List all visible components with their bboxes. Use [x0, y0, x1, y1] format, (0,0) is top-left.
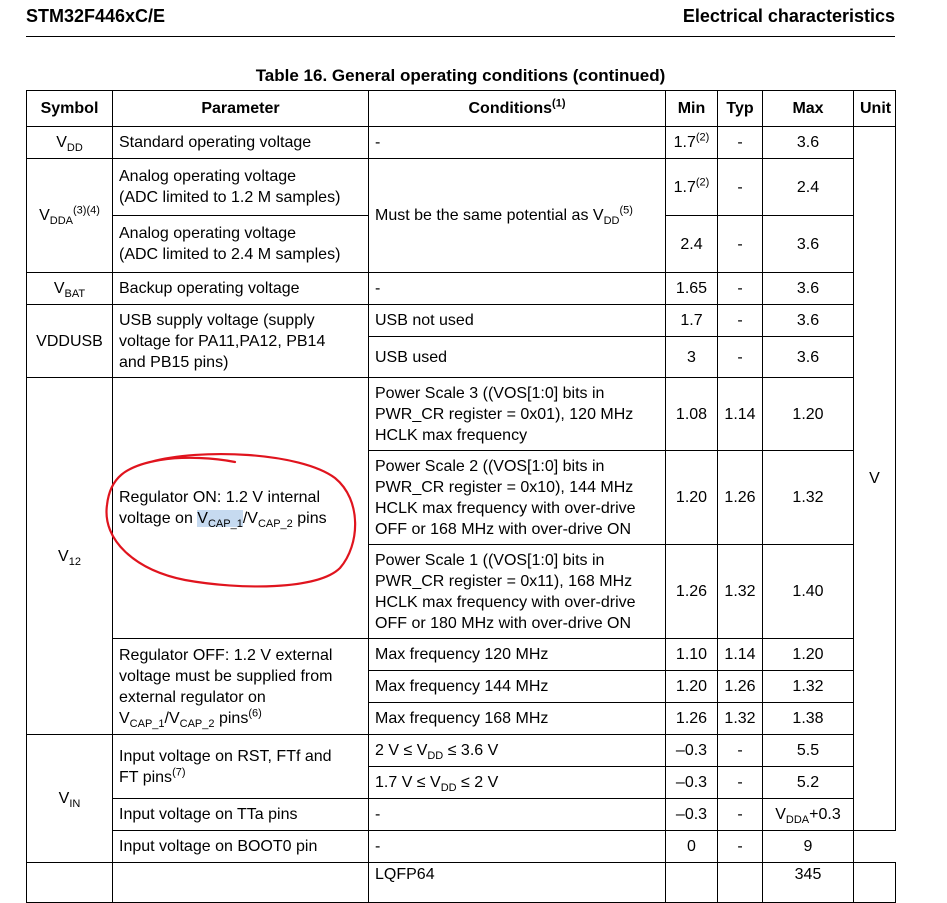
conditions-cell: Max frequency 120 MHz — [369, 639, 666, 671]
max-cell: $V_{DDA}+0.3$ — [763, 799, 854, 831]
parameter-cell: USB supply voltage (supply voltage for PA11,PA12, PB14 and PB15 pins) — [113, 305, 369, 378]
min-cell: 1.65 — [666, 273, 718, 305]
table-row — [27, 639, 896, 671]
min-cell: 1.10 — [666, 639, 718, 671]
parameter-cell: Analog operating voltage (ADC limited to 1.2 M samples) — [113, 159, 369, 216]
conditions-cell: USB not used — [369, 305, 666, 337]
conditions-cell: - — [369, 127, 666, 159]
document-part-number: STM32F446xC/E — [26, 6, 166, 26]
table-caption: Table 16. General operating conditions (continued) — [255, 66, 666, 85]
symbol-cell: $V_{BAT}$ — [27, 273, 113, 305]
col-max: Max — [763, 91, 854, 127]
min-cell: 1.7 — [666, 305, 718, 337]
conditions-cell: Max frequency 168 MHz — [369, 703, 666, 735]
section-title: Electrical characteristics — [682, 6, 895, 26]
min-cell: –0.3 — [666, 735, 718, 767]
parameter-cell: Standard operating voltage — [113, 127, 369, 159]
symbol-cell: $V_{DD}$ — [27, 127, 113, 159]
conditions-cell: 2 $V \le V_{DD} \le 3.6$ V — [369, 735, 666, 767]
typ-cell: - — [718, 305, 763, 337]
max-cell: 1.20 — [763, 378, 854, 451]
unit-cell: V — [854, 127, 896, 831]
conditions-cell: - — [369, 273, 666, 305]
typ-cell: - — [718, 767, 763, 799]
symbol-cell: VDDUSB — [27, 305, 113, 378]
max-cell: 1.20 — [763, 639, 854, 671]
table-row — [27, 273, 896, 305]
typ-cell: - — [718, 216, 763, 273]
min-cell: 1.26 — [666, 545, 718, 639]
typ-cell: - — [718, 127, 763, 159]
unit-cell — [854, 863, 896, 903]
symbol-cell: $V_{DDA}^{(3)(4)}$ — [27, 159, 113, 273]
conditions-cell: Power Scale 3 ((VOS[1:0] bits in PWR_CR register = 0x01), 120 MHz HCLK max frequency — [369, 378, 666, 451]
max-cell: 3.6 — [763, 127, 854, 159]
conditions-cell: Max frequency 144 MHz — [369, 671, 666, 703]
operating-conditions-table — [26, 90, 896, 903]
min-cell: 1.7$^{(2)}$ — [666, 159, 718, 216]
table-header-row — [27, 91, 896, 127]
col-typ: Typ — [718, 91, 763, 127]
min-cell: 0 — [666, 831, 718, 863]
parameter-cell: Input voltage on RST, FTf and FT pins$^{(7)}$ — [113, 735, 369, 799]
typ-cell: - — [718, 159, 763, 216]
max-cell: 3.6 — [763, 273, 854, 305]
conditions-cell: Power Scale 1 ((VOS[1:0] bits in PWR_CR register = 0x11), 168 MHz HCLK max frequency with over-drive OFF or 180 MHz with over-drive ON — [369, 545, 666, 639]
parameter-cell — [113, 863, 369, 903]
parameter-cell: Backup operating voltage — [113, 273, 369, 305]
table-row — [27, 863, 896, 903]
typ-cell — [718, 863, 763, 903]
table-row — [27, 159, 896, 216]
parameter-cell: Regulator ON: 1.2 V internal voltage on $V_{CAP\_1}/V_{CAP\_2}$ pins — [113, 378, 369, 639]
conditions-cell: - — [369, 831, 666, 863]
conditions-cell: 1.7 $V \le V_{DD} \le 2$ V — [369, 767, 666, 799]
typ-cell: - — [718, 735, 763, 767]
min-cell: 1.20 — [666, 451, 718, 545]
parameter-cell: Analog operating voltage (ADC limited to 2.4 M samples) — [113, 216, 369, 273]
min-cell: 1.20 — [666, 671, 718, 703]
max-cell: 3.6 — [763, 305, 854, 337]
max-cell: 1.40 — [763, 545, 854, 639]
min-cell: 1.26 — [666, 703, 718, 735]
typ-cell: 1.14 — [718, 639, 763, 671]
max-cell: 1.32 — [763, 671, 854, 703]
typ-cell: - — [718, 273, 763, 305]
max-cell: 5.2 — [763, 767, 854, 799]
conditions-cell: Must be the same potential as $V_{DD}^{(5)}$ — [369, 159, 666, 273]
col-unit: Unit — [854, 91, 896, 127]
typ-cell: - — [718, 337, 763, 378]
min-cell: 2.4 — [666, 216, 718, 273]
header-rule — [26, 36, 895, 37]
max-cell: 1.32 — [763, 451, 854, 545]
table-row — [27, 378, 896, 451]
min-cell: 1.7$^{(2)}$ — [666, 127, 718, 159]
min-cell: –0.3 — [666, 799, 718, 831]
conditions-cell: Power Scale 2 ((VOS[1:0] bits in PWR_CR register = 0x10), 144 MHz HCLK max frequency with over-drive OFF or 168 MHz with over-drive ON — [369, 451, 666, 545]
table-row — [27, 831, 896, 863]
parameter-cell: Regulator OFF: 1.2 V external voltage must be supplied from external regulator on $V_{CAP\_1}/V_{CAP\_2}$ pins$^{(6)}$ — [113, 639, 369, 735]
min-cell: 3 — [666, 337, 718, 378]
parameter-cell: Input voltage on TTa pins — [113, 799, 369, 831]
parameter-cell: Input voltage on BOOT0 pin — [113, 831, 369, 863]
max-cell: 345 — [763, 863, 854, 903]
min-cell — [666, 863, 718, 903]
col-conditions: Conditions$^{(1)}$ — [369, 91, 666, 127]
typ-cell: 1.14 — [718, 378, 763, 451]
table-row — [27, 127, 896, 159]
max-cell: 3.6 — [763, 216, 854, 273]
col-symbol: Symbol — [27, 91, 113, 127]
max-cell: 5.5 — [763, 735, 854, 767]
table-row — [27, 735, 896, 767]
min-cell: 1.08 — [666, 378, 718, 451]
typ-cell: 1.32 — [718, 545, 763, 639]
conditions-cell: - — [369, 799, 666, 831]
conditions-cell: USB used — [369, 337, 666, 378]
max-cell: 9 — [763, 831, 854, 863]
typ-cell: 1.26 — [718, 671, 763, 703]
highlighted-text: $V_{CAP\_1}$ — [197, 510, 243, 531]
typ-cell: 1.32 — [718, 703, 763, 735]
typ-cell: - — [718, 799, 763, 831]
typ-cell: - — [718, 831, 763, 863]
col-parameter: Parameter — [113, 91, 369, 127]
table-row — [27, 305, 896, 337]
max-cell: 1.38 — [763, 703, 854, 735]
table-row — [27, 799, 896, 831]
conditions-cell: LQFP64 — [369, 863, 666, 903]
max-cell: 3.6 — [763, 337, 854, 378]
min-cell: –0.3 — [666, 767, 718, 799]
symbol-cell — [27, 863, 113, 903]
typ-cell: 1.26 — [718, 451, 763, 545]
symbol-cell: $V_{IN}$ — [27, 735, 113, 863]
symbol-cell: $V_{12}$ — [27, 378, 113, 735]
col-min: Min — [666, 91, 718, 127]
max-cell: 2.4 — [763, 159, 854, 216]
